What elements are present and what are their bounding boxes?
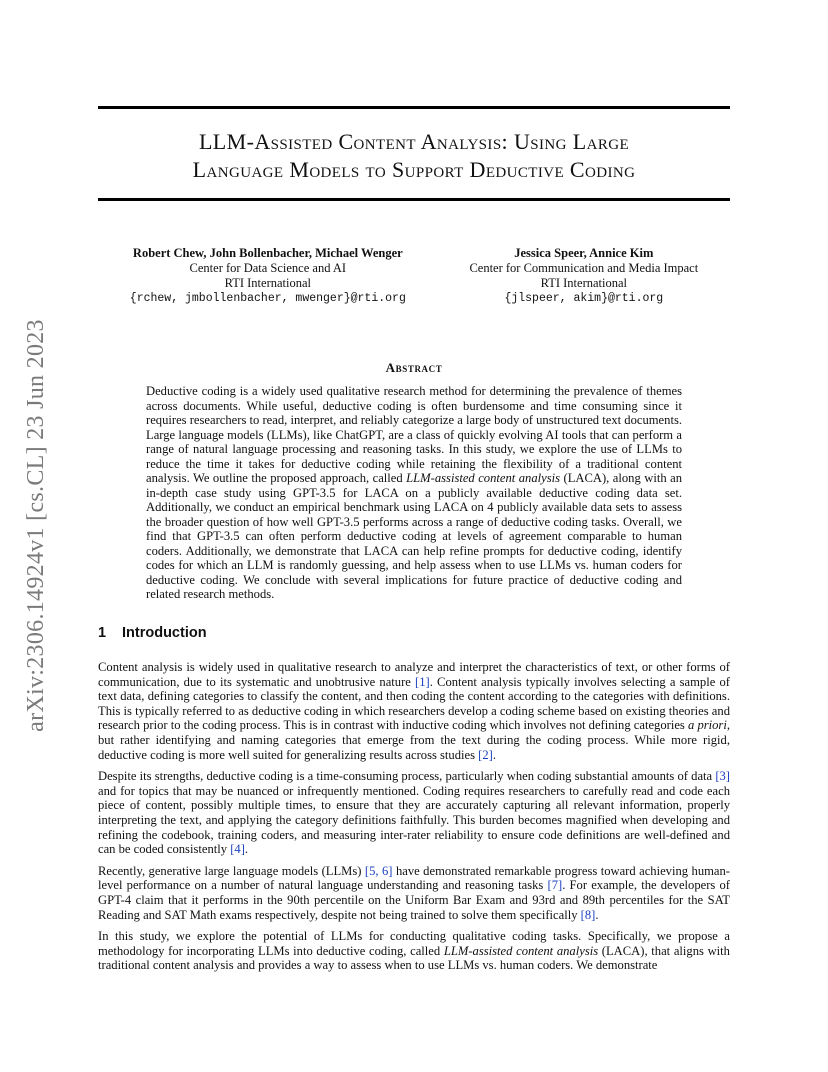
text-run: (LACA), that aligns with traditional content analysis and provides a way to assess when to use LLMs vs. human coders. We demonstrate <box>98 943 730 973</box>
title-rule-top <box>98 106 730 109</box>
paragraph <box>98 660 730 762</box>
abstract-body <box>146 384 682 602</box>
author-affiliation: Center for Communication and Media Impact <box>469 261 699 275</box>
author-institution: RTI International <box>224 276 311 290</box>
author-affiliation: Center for Data Science and AI <box>189 261 347 275</box>
citation-link[interactable]: [3] <box>715 769 730 784</box>
title-line-1: LLM-Assisted Content Analysis: Using Large <box>198 129 630 154</box>
citation-link[interactable]: [8] <box>580 907 596 922</box>
emphasis: a priori <box>687 718 727 733</box>
laca-term: LLM-assisted content analysis <box>406 471 561 485</box>
text-run: Content analysis is widely used in qualitative research to analyze and interpret the characteristics of text, or other forms of communication, due to its systematic and unobtrusive nature <box>98 660 730 689</box>
text-run: Despite its strengths, deductive coding is a time-consuming process, particularly when coding substantial amounts of data <box>98 769 716 784</box>
author-group-1 <box>130 246 406 306</box>
author-list <box>98 246 730 306</box>
section-number: 1 <box>98 625 107 641</box>
citation-link[interactable]: [5, 6] <box>364 863 393 878</box>
paper-title <box>98 128 730 184</box>
citation-link[interactable]: [4] <box>230 842 245 857</box>
title-rule-bottom <box>98 198 730 201</box>
author-group-2 <box>469 246 698 306</box>
author-names: Jessica Speer, Annice Kim <box>514 246 654 260</box>
abstract-heading: Abstract <box>385 360 443 375</box>
text-run: , but rather identifying and naming categories that emerge from the text during the coding process. While more rigid, deductive coding is more well suited for generalizing results across studies <box>98 718 730 762</box>
section-title: Introduction <box>122 625 207 641</box>
text-run: Recently, generative large language models (LLMs) <box>98 863 365 878</box>
arxiv-identifier <box>0 290 72 760</box>
text-run: . For example, the developers of GPT-4 claim that it performs in the 90th percentile on the Uniform Bar Exam and 93rd and 89th percentiles for the SAT Reading and SAT Math exams respectively, despite not being trained to solve them specifically <box>98 878 730 922</box>
section-heading <box>98 625 207 641</box>
text-run: have demonstrated remarkable progress toward achieving human-level performance on a number of natural language understanding and reasoning tasks <box>98 863 730 893</box>
text-run: In this study, we explore the potential of LLMs for conducting qualitative coding tasks. Specifically, we propose a methodology for incorporating LLMs into deductive coding, called <box>98 929 730 958</box>
arxiv-identifier-text: arXiv:2306.14924v1 [cs.CL] 23 Jun 2023 <box>22 318 49 732</box>
author-institution: RTI International <box>540 276 627 290</box>
paragraph <box>98 769 730 857</box>
citation-link[interactable]: [7] <box>547 878 563 893</box>
citation-link[interactable]: [1] <box>415 674 430 689</box>
text-run: . <box>595 907 599 922</box>
introduction-body <box>98 660 730 980</box>
text-run: and for topics that may be nuanced or infrequently mentioned. Coding requires researchers to carefully read and code each piece of content, possibly multiple times, to ensure that they are accurately capturing all relevant information, properly interpreting the text, and applying the category definitions faithfully. This burden becomes magnified when developing and refining the codebook, training coders, and measuring inter-rater reliability to ensure code definitions are well-defined and can be coded consistently <box>98 783 730 857</box>
paragraph <box>98 929 730 973</box>
author-email: {jlspeer, akim}@rti.org <box>504 292 664 305</box>
text-run: . Content analysis typically involves selecting a sample of text data, defining categories to classify the content, and then coding the content according to the categories with definitions. This is typically referred to as deductive coding in which researchers develop a coding scheme based on existing theories and research prior to the coding process. This is in contrast with inductive coding which involves not defining categories <box>98 674 730 733</box>
author-email: {rchew, jmbollenbacher, mwenger}@rti.org <box>129 292 406 305</box>
title-line-2: Language Models to Support Deductive Coding <box>192 157 636 182</box>
text-run: . <box>244 842 249 857</box>
citation-link[interactable]: [2] <box>478 747 493 762</box>
author-names: Robert Chew, John Bollenbacher, Michael Wenger <box>132 246 403 260</box>
abstract-text-2: (LACA), along with an in-depth case study using GPT-3.5 for LACA on a publicly available deductive coding data set. Additionally, we conduct an empirical benchmark using LACA on 4 publicly available data sets to assess the broader question of how well GPT-3.5 performs across a range of deductive coding tasks. Overall, we find that GPT-3.5 can often perform deductive coding at levels of agreement comparable to human coders. Additionally, we demonstrate that LACA can help refine prompts for deductive coding, identify codes for which an LLM is randomly guessing, and help assess when to use LLMs vs. human coders for deductive coding. We conclude with several implications for future practice of deductive coding and related research methods. <box>146 471 682 601</box>
laca-term: LLM-assisted content analysis <box>443 943 599 958</box>
text-run: . <box>492 747 497 762</box>
paragraph <box>98 864 730 922</box>
abstract-text-1: Deductive coding is a widely used qualitative research method for determining the prevalence of themes across documents. While useful, deductive coding is often burdensome and time consuming since it requires researchers to read, interpret, and reliably categorize a large body of unstructured text documents. Large language models (LLMs), like ChatGPT, are a class of quickly evolving AI tools that can perform a range of natural language processing and reasoning tasks. In this study, we explore the use of LLMs to reduce the time it takes for deductive coding while retaining the flexibility of a traditional content analysis. We outline the proposed approach, called <box>146 384 682 485</box>
